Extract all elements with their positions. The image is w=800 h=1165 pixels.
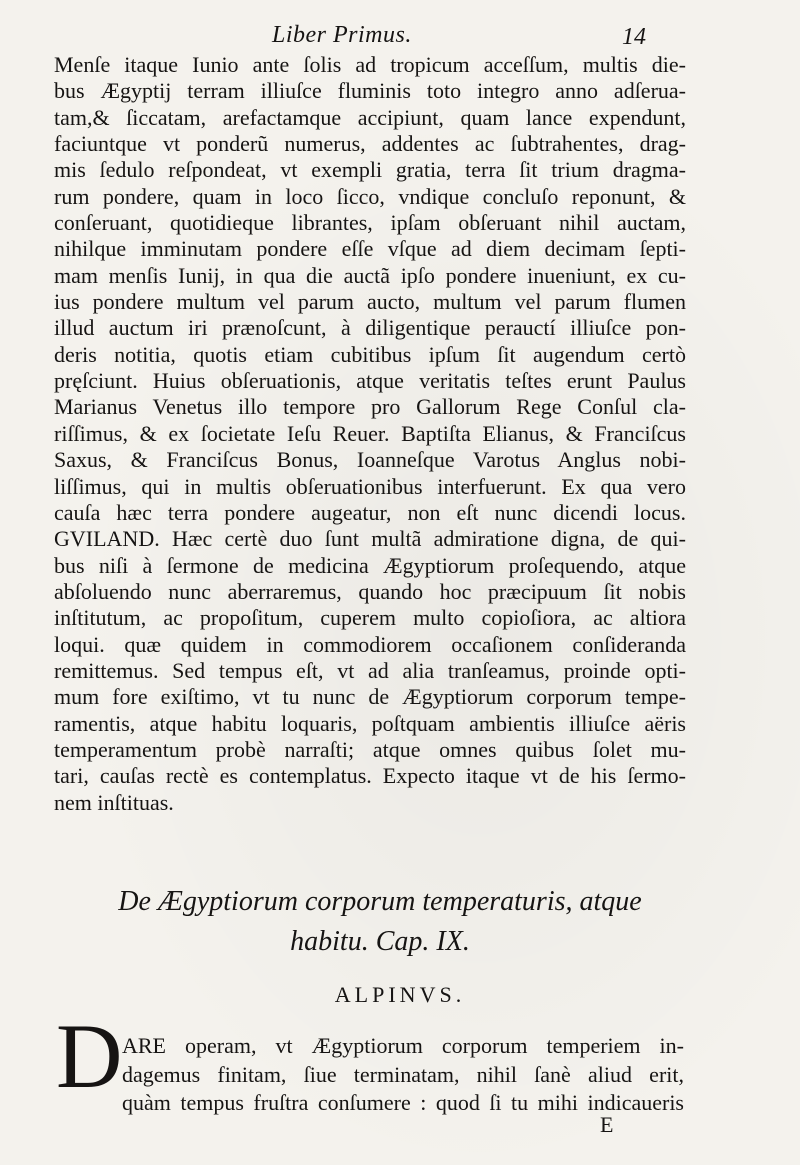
text-line: mum fore exiſtimo, vt tu nunc de Ægyptiorum corporum tempe- (54, 684, 686, 710)
text-line: deris notitia, quotis etiam cubitibus ipſum ſit augendum certò (54, 341, 686, 367)
text-line: riſſimus, & ex ſocietate Ieſu Reuer. Baptiſta Elianus, & Franciſcus (54, 420, 686, 446)
text-line: nihilque imminutam pondere eſſe vſque ad diem decimam ſepti- (54, 236, 686, 262)
text-line: ius pondere multum vel parum aucto, multum vel parum flumen (54, 289, 686, 315)
text-line: GVILAND. Hæc certè duo ſunt multã admiratione digna, de qui- (54, 526, 686, 552)
page-number: 14 (622, 24, 646, 50)
signature-mark: E (600, 1112, 614, 1137)
opening-paragraph (122, 1032, 684, 1118)
text-line: faciuntque vt ponderũ numerus, addentes ac ſubtrahentes, drag- (54, 131, 686, 157)
text-line: tari, cauſas rectè es contemplatus. Expecto itaque vt de his ſermo- (54, 763, 686, 789)
text-line: mis ſedulo reſpondeat, vt exempli gratia, terra ſit trium dragma- (54, 157, 686, 183)
text-line: inſtitutum, ac propoſitum, cuperem multo copioſiora, ac altiora (54, 605, 686, 631)
drop-cap: D (56, 1005, 123, 1107)
chapter-heading-line: De Ægyptiorum corporum temperaturis, atque (118, 886, 642, 917)
dialogue-text (54, 52, 686, 816)
text-line: remittemus. Sed tempus eſt, vt ad alia tranſeamus, proinde opti- (54, 657, 686, 683)
chapter-heading (60, 882, 700, 962)
text-line: nem inſtituas. (54, 789, 174, 815)
text-line: dagemus finitam, ſiue terminatam, nihil ſanè aliud erit, (122, 1061, 684, 1087)
text-line: quàm tempus fruſtra conſumere : quod ſi tu mihi indicaueris (122, 1090, 684, 1115)
chapter-heading-line: habitu. Cap. IX. (290, 926, 470, 957)
text-line: illud auctum iri prænoſcunt, à diligentique perauctí illiuſce pon- (54, 315, 686, 341)
text-line: loqui. quæ quidem in commodiorem occaſionem conſideranda (54, 631, 686, 657)
speaker-name: ALPINVS. (334, 982, 466, 1007)
text-line: abſoluendo nunc aberraremus, quando hoc præcipuum ſit nobis (54, 578, 686, 604)
text-line: pręſciunt. Huius obſeruationis, atque veritatis teſtes erunt Paulus (54, 368, 686, 394)
text-line: Menſe itaque Iunio ante ſolis ad tropicum acceſſum, multis die- (54, 52, 686, 77)
text-line: Saxus, & Franciſcus Bonus, Ioanneſque Varotus Anglus nobi- (54, 447, 686, 473)
text-line: cauſa hæc terra pondere augeatur, non eſt nunc dicendi locus. (54, 499, 686, 525)
text-line: tam,& ſiccatam, arefactamque accipiunt, quam lance expendunt, (54, 104, 686, 130)
text-line: ramentis, atque habitu loquaris, poſtquam ambientis illiuſce aëris (54, 710, 686, 736)
text-line: rum pondere, quam in loco ſicco, vndique concluſo reponunt, & (54, 183, 686, 209)
text-line: temperamentum probè narraſti; atque omnes quibus ſolet mu- (54, 736, 686, 762)
text-line: liſſimus, qui in multis obſeruationibus interfuerunt. Ex qua vero (54, 473, 686, 499)
text-line: bus niſi à ſermone de medicina Ægyptiorum proſequendo, atque (54, 552, 686, 578)
text-line: bus Ægyptij terram illiuſce fluminis toto integro anno adſerua- (54, 78, 686, 104)
text-line: ARE operam, vt Ægyptiorum corporum temperiem in- (122, 1033, 684, 1058)
text-line: Marianus Venetus illo tempore pro Gallorum Rege Conſul cla- (54, 394, 686, 420)
running-header: Liber Primus. (272, 22, 412, 48)
text-line: conſeruant, quotidieque librantes, ipſam obſeruant nihil auctam, (54, 210, 686, 236)
text-line: mam menſis Iunij, in qua die auctã ipſo pondere inueniunt, ex cu- (54, 262, 686, 288)
